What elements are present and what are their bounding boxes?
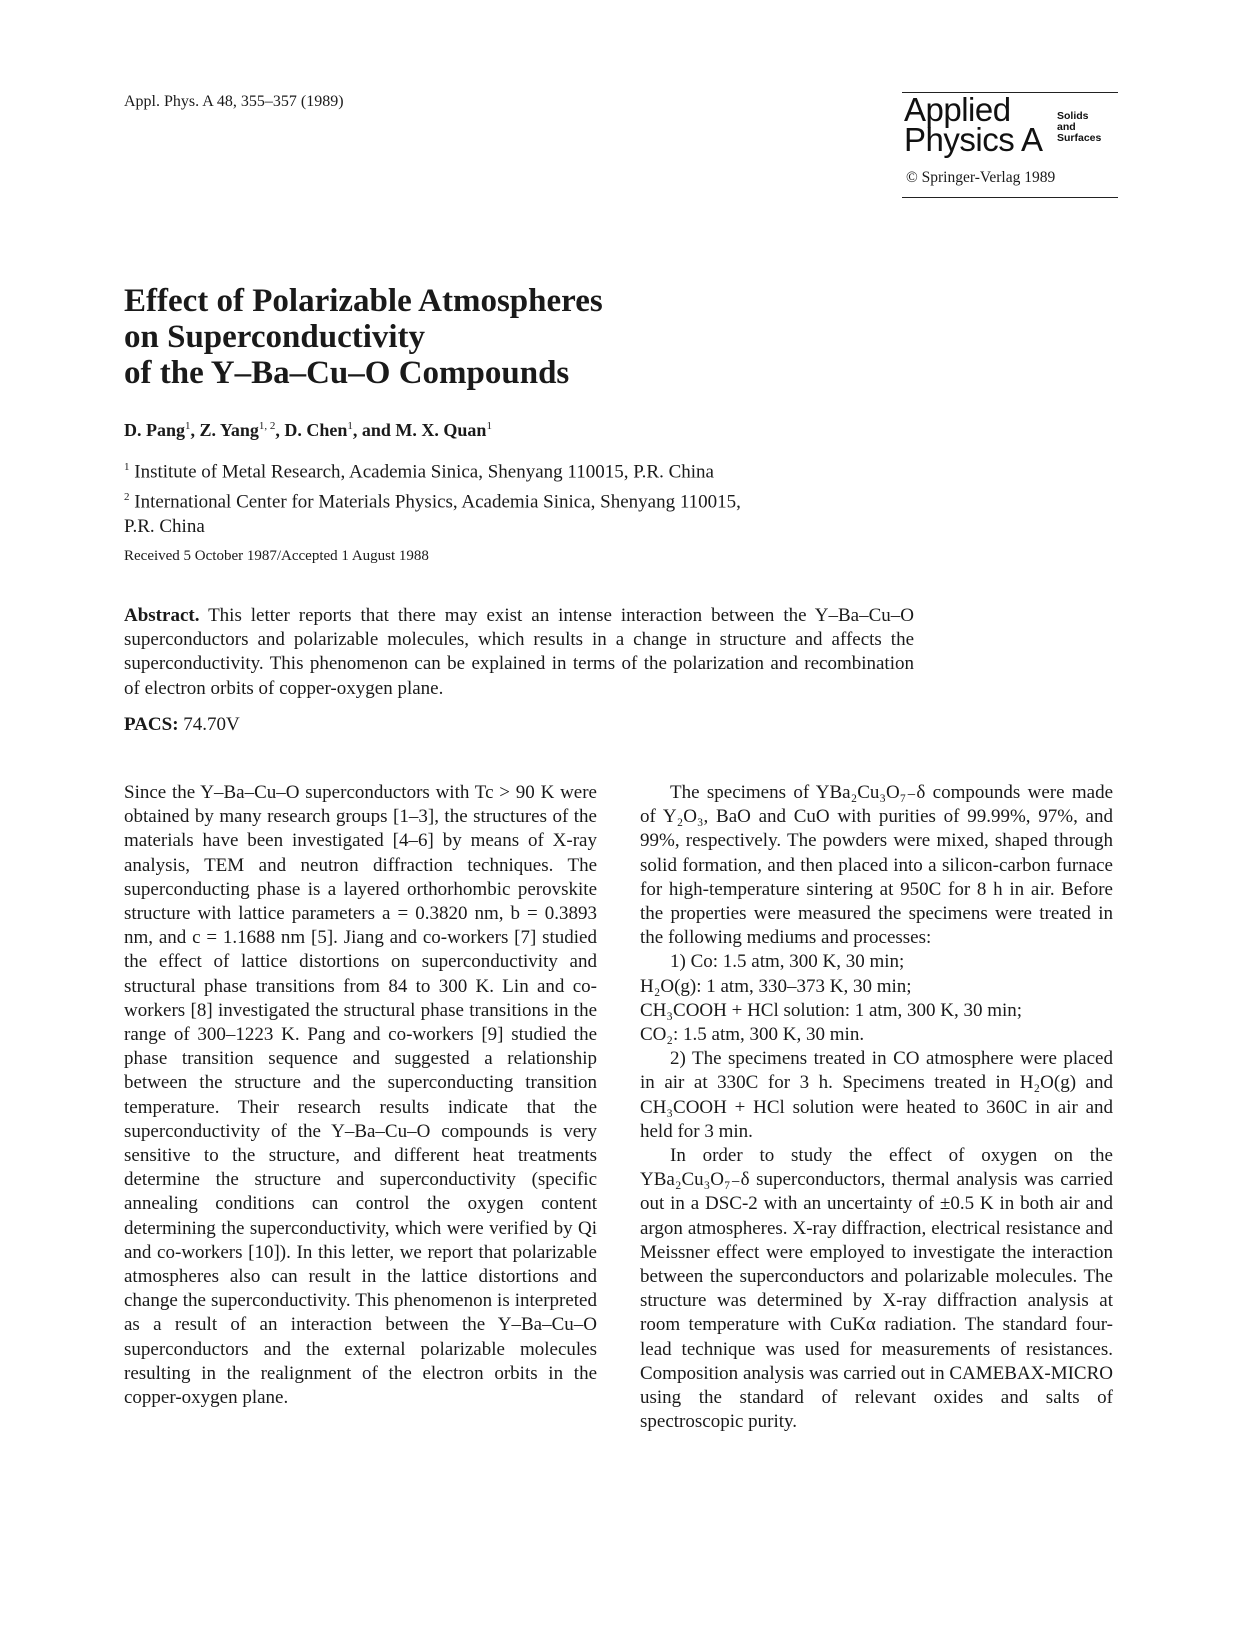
body-left-column: [124, 781, 597, 1410]
affiliations: [124, 455, 884, 539]
affiliation-number: 2: [124, 490, 130, 503]
journal-section-line1: Solids: [1057, 110, 1089, 122]
journal-section: [1057, 111, 1101, 144]
treatment-item-1c: CH₃COOH + HCl solution: 1 atm, 300 K, 30 min;: [640, 999, 1023, 1021]
affiliation-text: Institute of Metal Research, Academia Sinica, Shenyang 110015, P.R. China: [134, 461, 714, 483]
author-affil-mark: 1, 2: [258, 420, 276, 432]
intro-paragraph: Since the Y–Ba–Cu–O superconductors with Tc > 90 K were obtained by many research groups [1–3], the structures of the materials have been investigated [4–6] by means of X-ray analysis, TEM and neutron diffraction techniques. The superconducting phase is a layered orthorhombic perovskite structure with lattice parameters a = 0.3820 nm, b = 0.3893 nm, and c = 1.1688 nm [5]. Jiang and co-workers [7] studied the effect of lattice distortions on superconductivity and structural phase transitions from 84 to 300 K. Lin and co-workers [8] investigated the structural phase transitions in the range of 300–1223 K. Pang and co-workers [9] studied the phase transition sequence and suggested a relationship between the structure and the superconducting transition temperature. Their research results indicate that the superconductivity of the Y–Ba–Cu–O compounds is very sensitive to the structure, and different heat treatments determine the structure and superconductivity (specific annealing conditions can control the oxygen content determining the superconductivity, which were verified by Qi and co-workers [10]). In this letter, we report that polarizable atmospheres also can result in the lattice distortions and change the superconductivity. This phenomenon is interpreted as a result of an interaction between the Y–Ba–Cu–O superconductors and the external polarizable molecules resulting in the realignment of the electron orbits in the copper-oxygen plane.: [124, 782, 597, 1409]
author-name: D. Chen: [284, 420, 348, 440]
author-name: M. X. Quan: [395, 420, 487, 440]
affiliation-text: International Center for Materials Physics, Academia Sinica, Shenyang 110015,: [134, 491, 741, 513]
author-affil-mark: 1: [347, 420, 353, 432]
author-affil-mark: 1: [486, 420, 492, 432]
copyright-notice: © Springer-Verlag 1989: [906, 169, 1056, 186]
journal-name-line2: Physics A: [904, 121, 1043, 158]
title-line-2: on Superconductivity: [124, 319, 426, 355]
journal-citation: Appl. Phys. A 48, 355–357 (1989): [124, 93, 344, 110]
title-line-1: Effect of Polarizable Atmospheres: [124, 283, 603, 319]
journal-section-line3: Surfaces: [1057, 132, 1102, 144]
affiliation-1: [124, 455, 884, 485]
pacs-label: PACS:: [124, 714, 179, 735]
journal-name: [904, 91, 1043, 158]
journal-logo-box: [902, 92, 1118, 198]
treatment-item-2: 2) The specimens treated in CO atmosphere were placed in air at 330C for 3 h. Specimens treated in H₂O(g) and CH₃COOH + HCl solution were heated to 360C in air and held for 3 min.: [640, 1048, 1113, 1142]
pacs-code: [124, 714, 240, 736]
analysis-paragraph: In order to study the effect of oxygen on the YBa₂Cu₃O₇₋δ superconductors, thermal analysis was carried out in a DSC-2 with an uncertainty of ±0.5 K in both air and argon atmospheres. X-ray diffraction, electrical resistance and Meissner effect were employed to investigate the interaction between the superconductors and polarizable molecules. The structure was determined by X-ray diffraction analysis at room temperature with CuKα radiation. The standard four-lead technique was used for measurements of resistances. Composition analysis was carried out in CAMEBAX-MICRO using the standard of relevant oxides and salts of spectroscopic purity.: [640, 1145, 1113, 1433]
paper-title: [124, 283, 824, 391]
treatment-item-1b: H₂O(g): 1 atm, 330–373 K, 30 min;: [640, 975, 912, 997]
author-name: D. Pang: [124, 420, 186, 440]
treatment-item-1d: CO₂: 1.5 atm, 300 K, 30 min.: [640, 1024, 865, 1046]
affiliation-2: [124, 485, 884, 515]
methods-paragraph: The specimens of YBa₂Cu₃O₇₋δ compounds were made of Y₂O₃, BaO and CuO with purities of 99.99%, 97%, and 99%, respectively. The powders were mixed, shaped through solid formation, and then placed into a silicon-carbon furnace for high-temperature sintering at 950C for 8 h in air. Before the properties were measured the specimens were treated in the following mediums and processes:: [640, 782, 1113, 949]
author-separator: ,: [275, 420, 285, 440]
author-affil-mark: 1: [185, 420, 191, 432]
abstract: [124, 604, 914, 701]
title-line-3: of the Y–Ba–Cu–O Compounds: [124, 355, 570, 391]
treatment-item-1: 1) Co: 1.5 atm, 300 K, 30 min;: [670, 951, 905, 973]
journal-name-line1: Applied: [904, 91, 1011, 128]
author-separator: ,: [190, 420, 200, 440]
journal-section-line2: and: [1057, 121, 1076, 133]
author-separator: , and: [352, 420, 396, 440]
received-dates: Received 5 October 1987/Accepted 1 August 1988: [124, 548, 429, 564]
author-list: [124, 420, 492, 441]
abstract-text: This letter reports that there may exist an intense interaction between the Y–Ba–Cu–O superconductors and polarizable molecules, which results in a change in structure and affects the superconductivity. This phenomenon can be explained in terms of the polarization and recombination of electron orbits of copper-oxygen plane.: [124, 605, 914, 699]
affiliation-2-continued: P.R. China: [124, 515, 205, 537]
author-name: Z. Yang: [199, 420, 259, 440]
pacs-value: 74.70V: [183, 714, 240, 735]
abstract-label: Abstract.: [124, 605, 200, 626]
body-right-column: [640, 781, 1113, 1434]
affiliation-number: 1: [124, 461, 130, 473]
